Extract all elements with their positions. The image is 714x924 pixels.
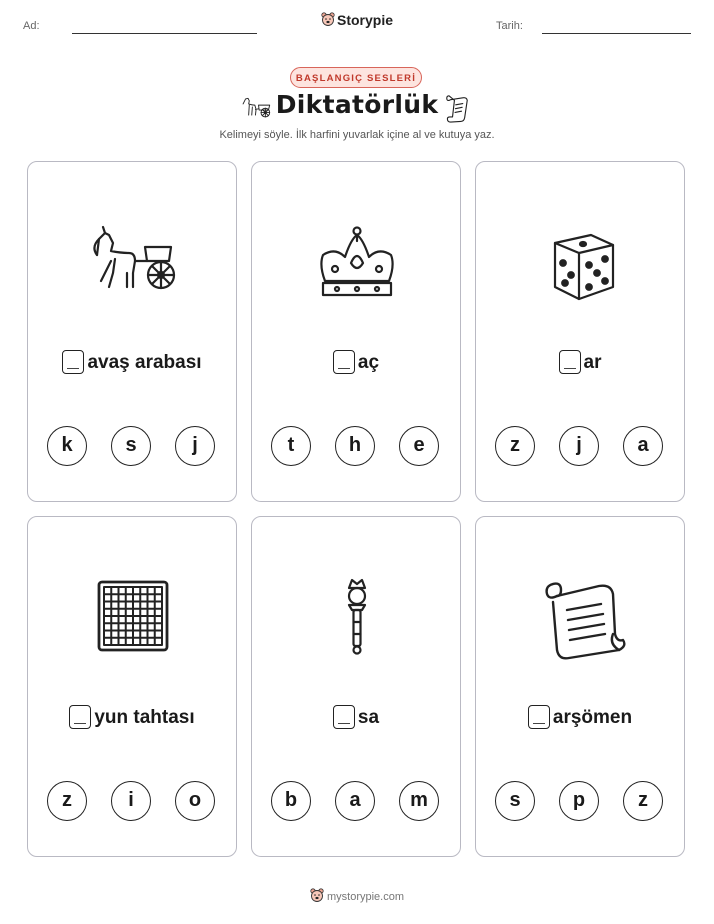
word-prompt [28,705,236,729]
date-line[interactable] [542,33,691,34]
horse-carriage-icon [83,217,183,307]
letter-option[interactable]: a [623,426,663,466]
letter-option[interactable]: o [175,781,215,821]
word-prompt [476,705,684,729]
letter-option[interactable]: a [335,781,375,821]
word-card [251,161,461,502]
letter-option[interactable]: s [495,781,535,821]
footer-link[interactable]: mystorypie.com [326,890,405,903]
brand-name: Storypie [336,12,393,28]
letter-option[interactable]: p [559,781,599,821]
answer-box[interactable] [69,705,91,729]
name-label: Ad: [23,20,40,32]
letter-option[interactable]: j [559,426,599,466]
letter-option[interactable]: b [271,781,311,821]
scroll-icon [444,92,470,129]
page-title: Diktatörlük [275,90,439,119]
word-text: avaş arabası [87,352,202,373]
word-text: aç [357,352,380,373]
answer-box[interactable] [333,350,355,374]
letter-option[interactable]: j [175,426,215,466]
title-row [0,90,714,130]
word-card [475,161,685,502]
bear-icon [321,12,335,30]
letter-options [495,781,667,823]
crown-icon [307,217,407,307]
letter-options [47,426,219,468]
letter-option[interactable]: h [335,426,375,466]
letter-options [271,426,443,468]
word-card [27,161,237,502]
bear-icon [310,888,324,906]
letter-options [271,781,443,823]
answer-box[interactable] [333,705,355,729]
letter-option[interactable]: k [47,426,87,466]
letter-option[interactable]: s [111,426,151,466]
letter-option[interactable]: e [399,426,439,466]
letter-option[interactable]: z [47,781,87,821]
answer-box[interactable] [559,350,581,374]
game-board-icon [83,572,183,662]
letter-option[interactable]: z [495,426,535,466]
scroll-icon [531,572,631,662]
answer-box[interactable] [62,350,84,374]
dice-icon [531,217,631,307]
instructions: Kelimeyi söyle. İlk harfini yuvarlak içine al ve kutuya yaz. [219,129,495,141]
answer-box[interactable] [528,705,550,729]
letter-option[interactable]: m [399,781,439,821]
word-card [27,516,237,857]
word-card [251,516,461,857]
letter-option[interactable]: t [271,426,311,466]
letter-option[interactable]: i [111,781,151,821]
word-text: ar [583,352,602,373]
word-text: yun tahtası [94,707,195,728]
letter-options [47,781,219,823]
word-text: arşömen [552,707,633,728]
footer [0,888,714,906]
letter-options [495,426,667,468]
scepter-icon [307,572,407,662]
word-card [475,516,685,857]
word-prompt [476,350,684,374]
letter-option[interactable]: z [623,781,663,821]
horse-carriage-icon [240,92,274,127]
word-prompt [252,705,460,729]
word-prompt [28,350,236,374]
category-badge: BAŞLANGIÇ SESLERİ [290,67,422,88]
brand-logo [0,12,714,30]
date-label: Tarih: [496,20,523,32]
word-prompt [252,350,460,374]
word-text: sa [357,707,380,728]
name-line[interactable] [72,33,257,34]
